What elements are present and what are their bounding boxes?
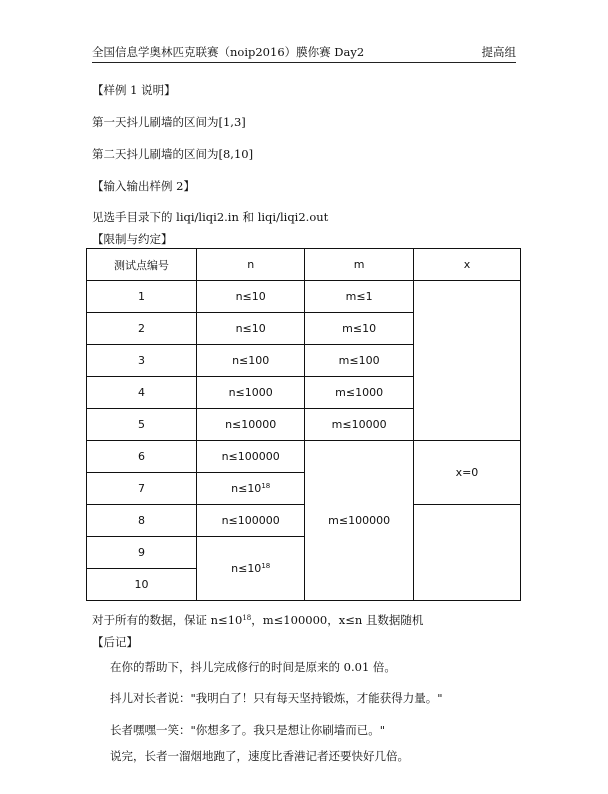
- cell-id: 9: [87, 537, 197, 569]
- n-exponent: 18: [261, 482, 271, 490]
- sample2-text: 见选手目录下的 liqi/liqi2.in 和 liqi/liqi2.out: [92, 210, 329, 224]
- cell-id: 3: [87, 345, 197, 377]
- cell-n: n≤100000: [196, 441, 304, 473]
- col-header-x: x: [413, 249, 520, 281]
- cell-m: m≤100: [305, 345, 413, 377]
- cell-id: 5: [87, 409, 197, 441]
- cell-n: n≤100000: [196, 505, 304, 537]
- postscript-p4: 说完，长者一溜烟地跑了，速度比香港记者还要快好几倍。: [110, 749, 409, 763]
- n-base: n≤10: [231, 562, 262, 575]
- cell-m-merged: m≤100000: [305, 441, 413, 601]
- header-title: 全国信息学奥林匹克联赛（noip2016）膜你赛 Day2: [92, 45, 365, 59]
- table-row: [87, 281, 521, 313]
- table-header-row: [87, 249, 521, 281]
- cell-n: n≤10: [196, 281, 304, 313]
- cell-m: m≤10: [305, 313, 413, 345]
- postscript-p2: 抖儿对长者说："我明白了！只有每天坚持锻炼，才能获得力量。": [110, 691, 443, 705]
- cell-id: 7: [87, 473, 197, 505]
- cell-id: 4: [87, 377, 197, 409]
- cell-id: 6: [87, 441, 197, 473]
- cell-n: n≤100: [196, 345, 304, 377]
- postscript-p3: 长者嘿嘿一笑："你想多了。我只是想让你刷墙而已。": [110, 723, 386, 737]
- limits-note: [92, 612, 423, 628]
- cell-n: [196, 473, 304, 505]
- limits-heading: 【限制与约定】: [92, 232, 173, 246]
- cell-id: 8: [87, 505, 197, 537]
- note-exponent: 18: [242, 614, 252, 622]
- postscript-p1: 在你的帮助下，抖儿完成修行的时间是原来的 0.01 倍。: [110, 660, 396, 674]
- limits-table: [86, 248, 521, 601]
- cell-n-merged: [196, 537, 304, 601]
- cell-n: n≤1000: [196, 377, 304, 409]
- sample1-day1: 第一天抖儿刷墙的区间为[1,3]: [92, 115, 246, 129]
- sample2-heading: 【输入输出样例 2】: [92, 179, 195, 193]
- cell-id: 2: [87, 313, 197, 345]
- cell-m: m≤10000: [305, 409, 413, 441]
- cell-id: 1: [87, 281, 197, 313]
- cell-n: n≤10000: [196, 409, 304, 441]
- n-exponent: 18: [261, 562, 271, 570]
- col-header-id: 测试点编号: [87, 249, 197, 281]
- col-header-n: n: [196, 249, 304, 281]
- sample1-day2: 第二天抖儿刷墙的区间为[8,10]: [92, 147, 254, 161]
- cell-m: m≤1: [305, 281, 413, 313]
- note-prefix: 对于所有的数据，保证 n≤10: [92, 613, 243, 627]
- table-row: [87, 441, 521, 473]
- n-base: n≤10: [231, 482, 262, 495]
- cell-x-empty-8-10: [413, 505, 520, 601]
- cell-x-merged: x=0: [413, 441, 520, 505]
- sample1-heading: 【样例 1 说明】: [92, 83, 176, 97]
- col-header-m: m: [305, 249, 413, 281]
- page-header: [92, 42, 516, 63]
- header-level: 提高组: [481, 45, 516, 59]
- table-row: [87, 505, 521, 537]
- note-suffix: ，m≤100000，x≤n 且数据随机: [251, 613, 424, 627]
- cell-n: n≤10: [196, 313, 304, 345]
- postscript-heading: 【后记】: [92, 635, 138, 649]
- cell-x-empty-1-5: [413, 281, 520, 441]
- cell-id: 10: [87, 569, 197, 601]
- cell-m: m≤1000: [305, 377, 413, 409]
